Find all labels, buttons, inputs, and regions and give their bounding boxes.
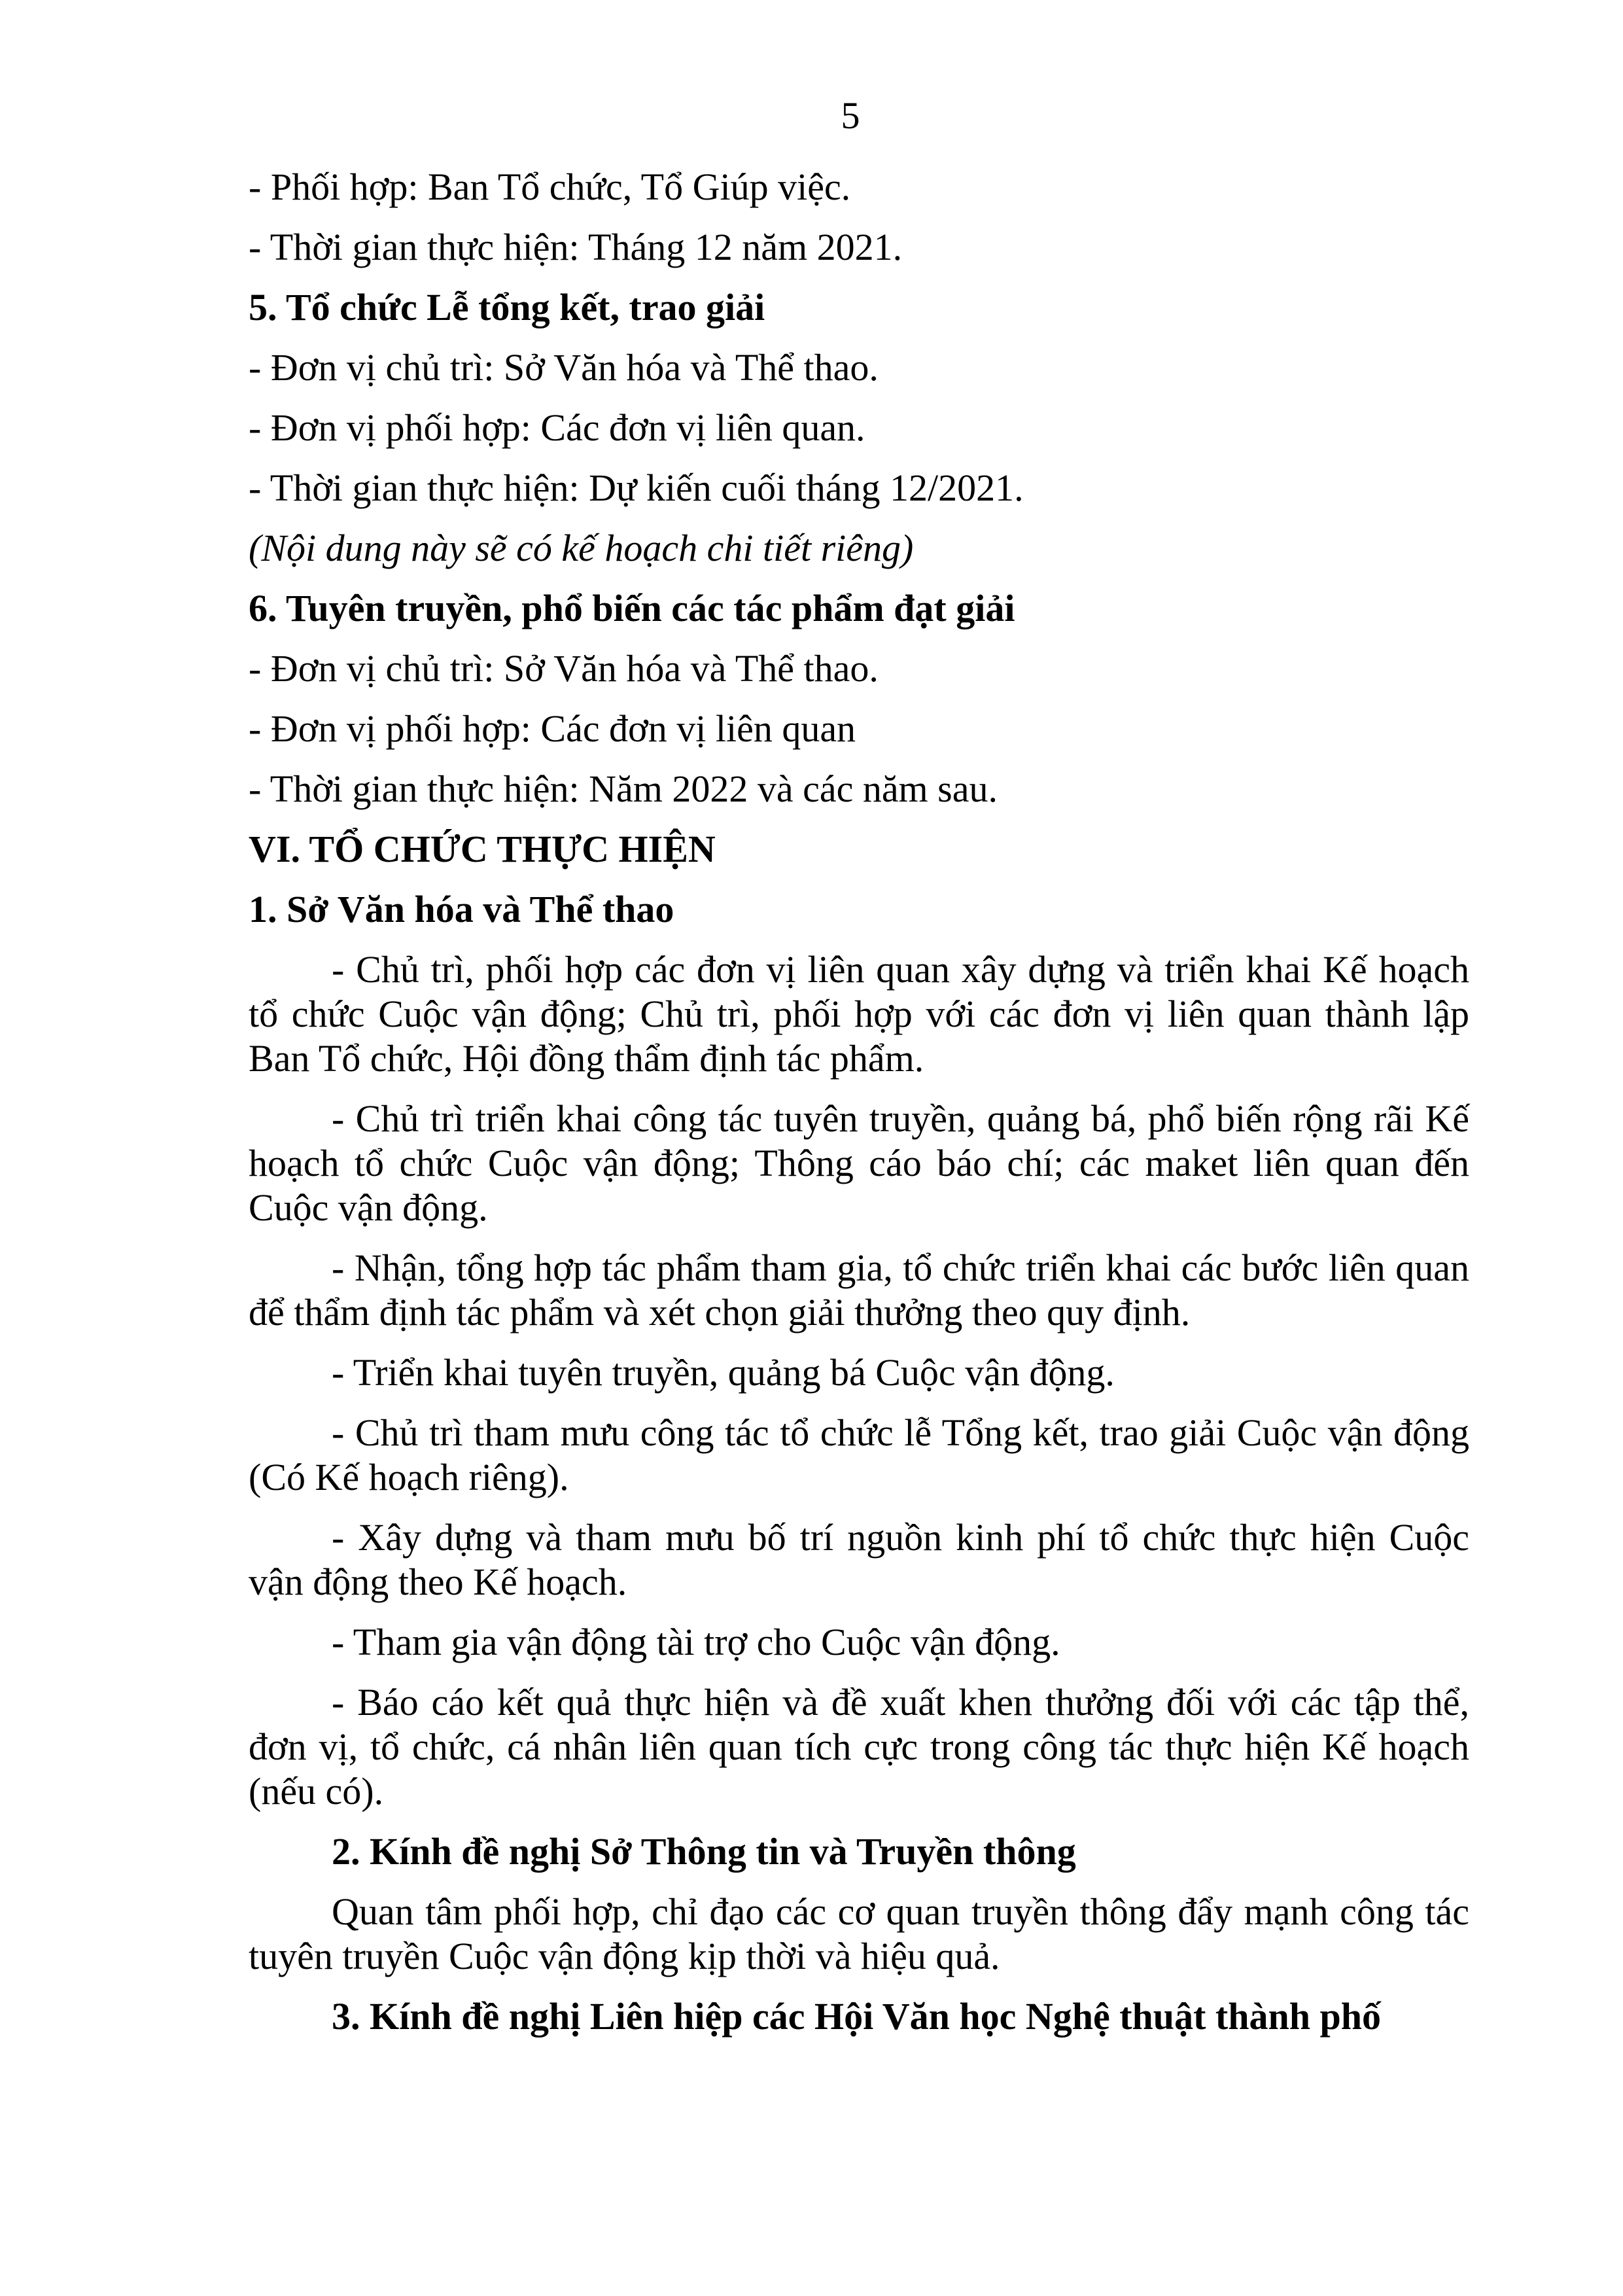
subsection-heading-2: 2. Kính đề nghị Sở Thông tin và Truyền thông — [332, 1830, 1076, 1873]
list-item-don-vi-chu-tri: - Đơn vị chủ trì: Sở Văn hóa và Thể thao. — [249, 346, 879, 389]
document-body — [249, 157, 1469, 2047]
list-item-thoi-gian: - Thời gian thực hiện: Năm 2022 và các năm sau. — [249, 768, 998, 810]
list-item-don-vi-phoi-hop: - Đơn vị phối hợp: Các đơn vị liên quan — [249, 707, 856, 750]
list-item-thoi-gian: - Thời gian thực hiện: Dự kiến cuối tháng 12/2021. — [249, 467, 1024, 509]
list-item-phoi-hop: - Phối hợp: Ban Tổ chức, Tổ Giúp việc. — [249, 166, 851, 208]
paragraph: - Tham gia vận động tài trợ cho Cuộc vận động. — [332, 1621, 1060, 1663]
paragraph: - Xây dựng và tham mưu bố trí nguồn kinh phí tổ chức thực hiện Cuộc vận động theo Kế hoạch. — [249, 1516, 1469, 1603]
subsection-heading-3: 3. Kính đề nghị Liên hiệp các Hội Văn học Nghệ thuật thành phố — [332, 1995, 1381, 2038]
italic-note: (Nội dung này sẽ có kế hoạch chi tiết riêng) — [249, 527, 914, 569]
paragraph: - Chủ trì tham mưu công tác tổ chức lễ Tổng kết, trao giải Cuộc vận động (Có Kế hoạch riêng). — [249, 1411, 1469, 1498]
list-item-thoi-gian: - Thời gian thực hiện: Tháng 12 năm 2021. — [249, 226, 903, 268]
page-number: 5 — [841, 94, 860, 137]
paragraph: - Chủ trì, phối hợp các đơn vị liên quan xây dựng và triển khai Kế hoạch tổ chức Cuộc vận động; Chủ trì, phối hợp với các đơn vị liên quan thành lập Ban Tổ chức, Hội đồng thẩm định tác phẩm. — [249, 948, 1469, 1080]
list-item-don-vi-chu-tri: - Đơn vị chủ trì: Sở Văn hóa và Thể thao. — [249, 647, 879, 690]
paragraph: Quan tâm phối hợp, chỉ đạo các cơ quan truyền thông đẩy mạnh công tác tuyên truyền Cuộc vận động kịp thời và hiệu quả. — [249, 1890, 1469, 1977]
section-heading-6: 6. Tuyên truyền, phổ biến các tác phẩm đạt giải — [249, 587, 1015, 629]
subsection-heading-1: 1. Sở Văn hóa và Thể thao — [249, 888, 674, 930]
chapter-heading-vi: VI. TỔ CHỨC THỰC HIỆN — [249, 828, 716, 870]
paragraph: - Nhận, tổng hợp tác phẩm tham gia, tổ chức triển khai các bước liên quan để thẩm định tác phẩm và xét chọn giải thưởng theo quy định. — [249, 1246, 1469, 1333]
section-heading-5: 5. Tổ chức Lễ tổng kết, trao giải — [249, 286, 765, 328]
list-item-don-vi-phoi-hop: - Đơn vị phối hợp: Các đơn vị liên quan. — [249, 406, 865, 449]
paragraph: - Triển khai tuyên truyền, quảng bá Cuộc vận động. — [332, 1351, 1115, 1394]
paragraph: - Báo cáo kết quả thực hiện và đề xuất khen thưởng đối với các tập thể, đơn vị, tổ chức, cá nhân liên quan tích cực trong công tác thực hiện Kế hoạch (nếu có). — [249, 1681, 1469, 1812]
paragraph: - Chủ trì triển khai công tác tuyên truyền, quảng bá, phổ biến rộng rãi Kế hoạch tổ chức Cuộc vận động; Thông cáo báo chí; các maket liên quan đến Cuộc vận động. — [249, 1097, 1469, 1229]
